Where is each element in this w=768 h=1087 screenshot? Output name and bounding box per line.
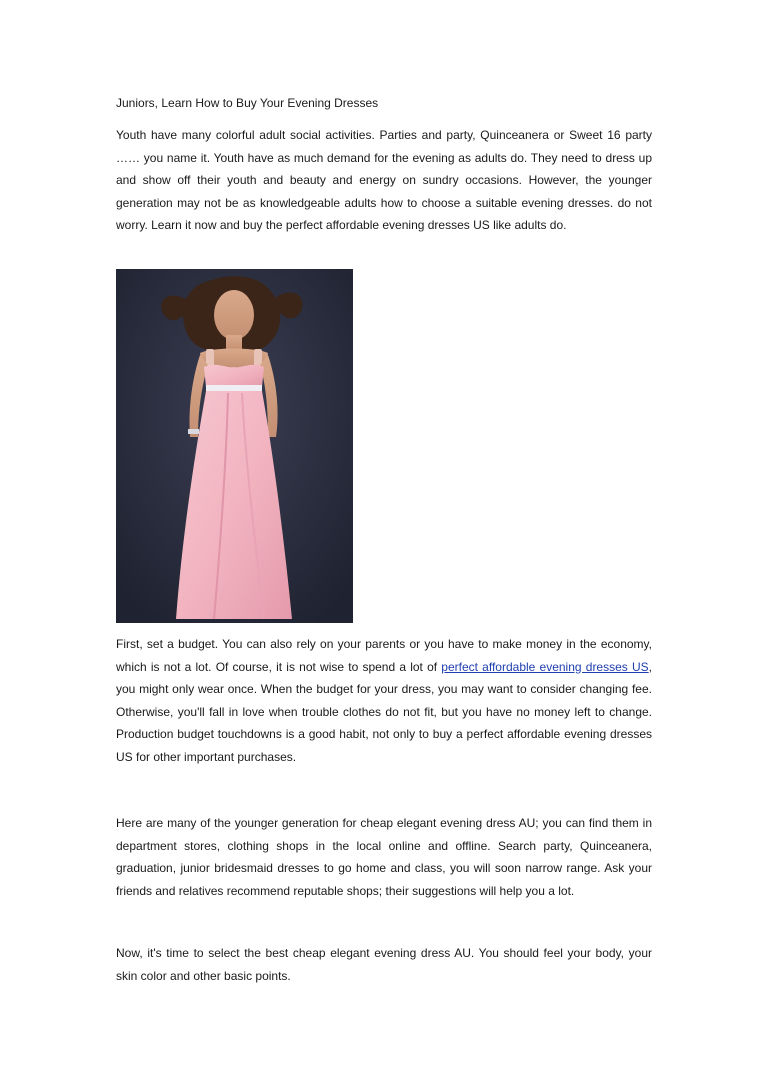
paragraph-budget-text-start: First, set a budget. You can also rely on your parents or you have to make money in the economy, which is not a lot. Of course, it is not wise to spend a lot of [116, 637, 652, 674]
paragraph-budget [116, 633, 652, 768]
dress-photo [116, 269, 353, 623]
affordable-dresses-link[interactable]: perfect affordable evening dresses US [441, 659, 649, 674]
paragraph-budget-text-end: , you might only wear once. When the budget for your dress, you may want to consider changing fee. Otherwise, you'll fall in love when trouble clothes do not fit, but you have no money left to change. Production budget touchdowns is a good habit, not only to buy a perfect affordable evening dresses US for other important purchases. [116, 659, 652, 764]
paragraph-select: Now, it's time to select the best cheap elegant evening dress AU. You should feel your body, your skin color and other basic points. [116, 946, 652, 983]
document-title: Juniors, Learn How to Buy Your Evening Dresses [116, 96, 379, 110]
paragraph-shops: Here are many of the younger generation for cheap elegant evening dress AU; you can find them in department stores, clothing shops in the local online and offline. Search party, Quinceanera, graduation, junior bridesmaid dresses to go home and class, you will soon narrow range. Ask your friends and relatives recommend reputable shops; their suggestions will help you a lot. [116, 816, 652, 898]
paragraph-intro: Youth have many colorful adult social activities. Parties and party, Quinceanera or Sweet 16 party …… you name it. Youth have as much demand for the evening as adults do. They need to dress up and show off their youth and beauty and energy on sundry occasions. However, the younger generation may not be as knowledgeable adults how to choose a suitable evening dresses. do not worry. Learn it now and buy the perfect affordable evening dresses US like adults do. [116, 128, 652, 232]
